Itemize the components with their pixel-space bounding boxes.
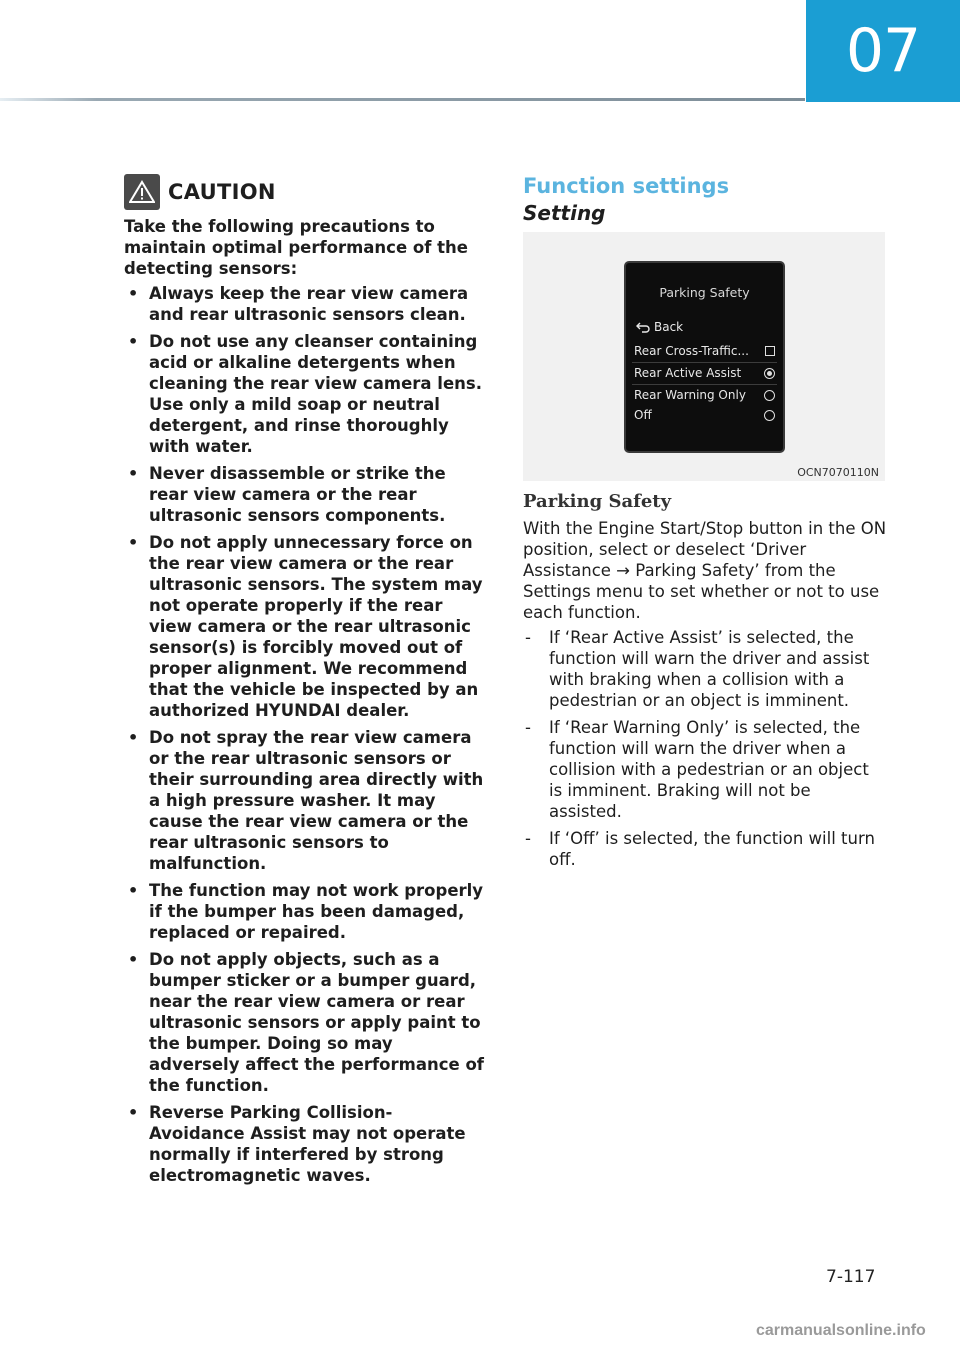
section-subtitle: Setting (523, 201, 606, 225)
option-item: - If ‘Off’ is selected, the function will turn off. (523, 828, 887, 870)
paragraph-title: Parking Safety (523, 491, 672, 512)
settings-figure (523, 232, 885, 481)
caution-section (124, 172, 486, 1192)
radio-unselected-icon[interactable] (764, 410, 775, 421)
function-settings-section (523, 172, 887, 876)
body-text: With the Engine Start/Stop button in the ON position, select or deselect ‘Driver Assistance → Parking Safety’ from the Settings menu to set whether or not to use each function. (523, 519, 887, 622)
section-title: Function settings (523, 174, 730, 198)
menu-item-rear-warning-only[interactable] (632, 385, 777, 405)
menu-item-rear-active-assist[interactable] (632, 363, 777, 383)
caution-header (124, 172, 486, 212)
menu-item-label: Rear Cross-Traffic... (634, 344, 749, 358)
watermark: carmanualsonline.info (756, 1322, 926, 1339)
warning-triangle-icon (124, 174, 160, 210)
caution-list (124, 283, 486, 1186)
caution-item: • Do not spray the rear view camera or the rear ultrasonic sensors or their surrounding area directly with a high pressure washer. It may cause the rear view camera or the rear ultrasonic sensors to malfunction. (124, 727, 486, 874)
menu-item-label: Off (634, 408, 652, 422)
radio-selected-icon[interactable] (764, 368, 775, 379)
checkbox-unchecked-icon[interactable] (765, 346, 775, 356)
caution-item: • Never disassemble or strike the rear view camera or the rear ultrasonic sensors components. (124, 463, 486, 526)
back-arrow-icon (636, 322, 650, 333)
caution-item: • The function may not work properly if the bumper has been damaged, replaced or repaired. (124, 880, 486, 943)
chapter-tab (806, 0, 960, 102)
caution-title: CAUTION (168, 180, 276, 204)
caution-item: • Reverse Parking Collision-Avoidance Assist may not operate normally if interfered by strong electromagnetic waves. (124, 1102, 486, 1186)
header-divider (0, 98, 805, 101)
option-item: - If ‘Rear Warning Only’ is selected, the function will warn the driver when a collision with a pedestrian or an object is imminent. Braking will not be assisted. (523, 717, 887, 822)
caution-intro: Take the following precautions to maintain optimal performance of the detecting sensors: (124, 217, 468, 278)
option-item: - If ‘Rear Active Assist’ is selected, the function will warn the driver and assist with braking when a collision with a pedestrian or an object is imminent. (523, 627, 887, 711)
caution-item: • Do not use any cleanser containing acid or alkaline detergents when cleaning the rear view camera lens. Use only a mild soap or neutral detergent, and rinse thoroughly with water. (124, 331, 486, 457)
radio-unselected-icon[interactable] (764, 390, 775, 401)
caution-item: • Do not apply objects, such as a bumper sticker or a bumper guard, near the rear view camera or rear ultrasonic sensors or apply paint to the bumper. Doing so may adversely affect the performance of the function. (124, 949, 486, 1096)
cluster-screen (624, 261, 785, 453)
menu-item-label: Rear Active Assist (634, 366, 742, 380)
caution-item: • Do not apply unnecessary force on the rear view camera or the rear ultrasonic sensors. The system may not operate properly if the rear view camera or the rear ultrasonic sensor(s) is forcibly moved out of proper alignment. We recommend that the vehicle be inspected by an authorized HYUNDAI dealer. (124, 532, 486, 721)
page-number: 7-117 (826, 1267, 876, 1287)
menu-item-off[interactable] (632, 405, 777, 425)
back-menu-item[interactable] (636, 320, 683, 334)
menu-item-label: Rear Warning Only (634, 388, 746, 402)
back-label: Back (654, 320, 684, 334)
caution-item: • Always keep the rear view camera and rear ultrasonic sensors clean. (124, 283, 486, 325)
chapter-number: 07 (845, 16, 921, 86)
figure-code: OCN7070110N (797, 466, 879, 479)
options-list (523, 627, 887, 870)
screen-title: Parking Safety (659, 285, 750, 300)
menu-item-rear-cross-traffic[interactable] (632, 341, 777, 361)
